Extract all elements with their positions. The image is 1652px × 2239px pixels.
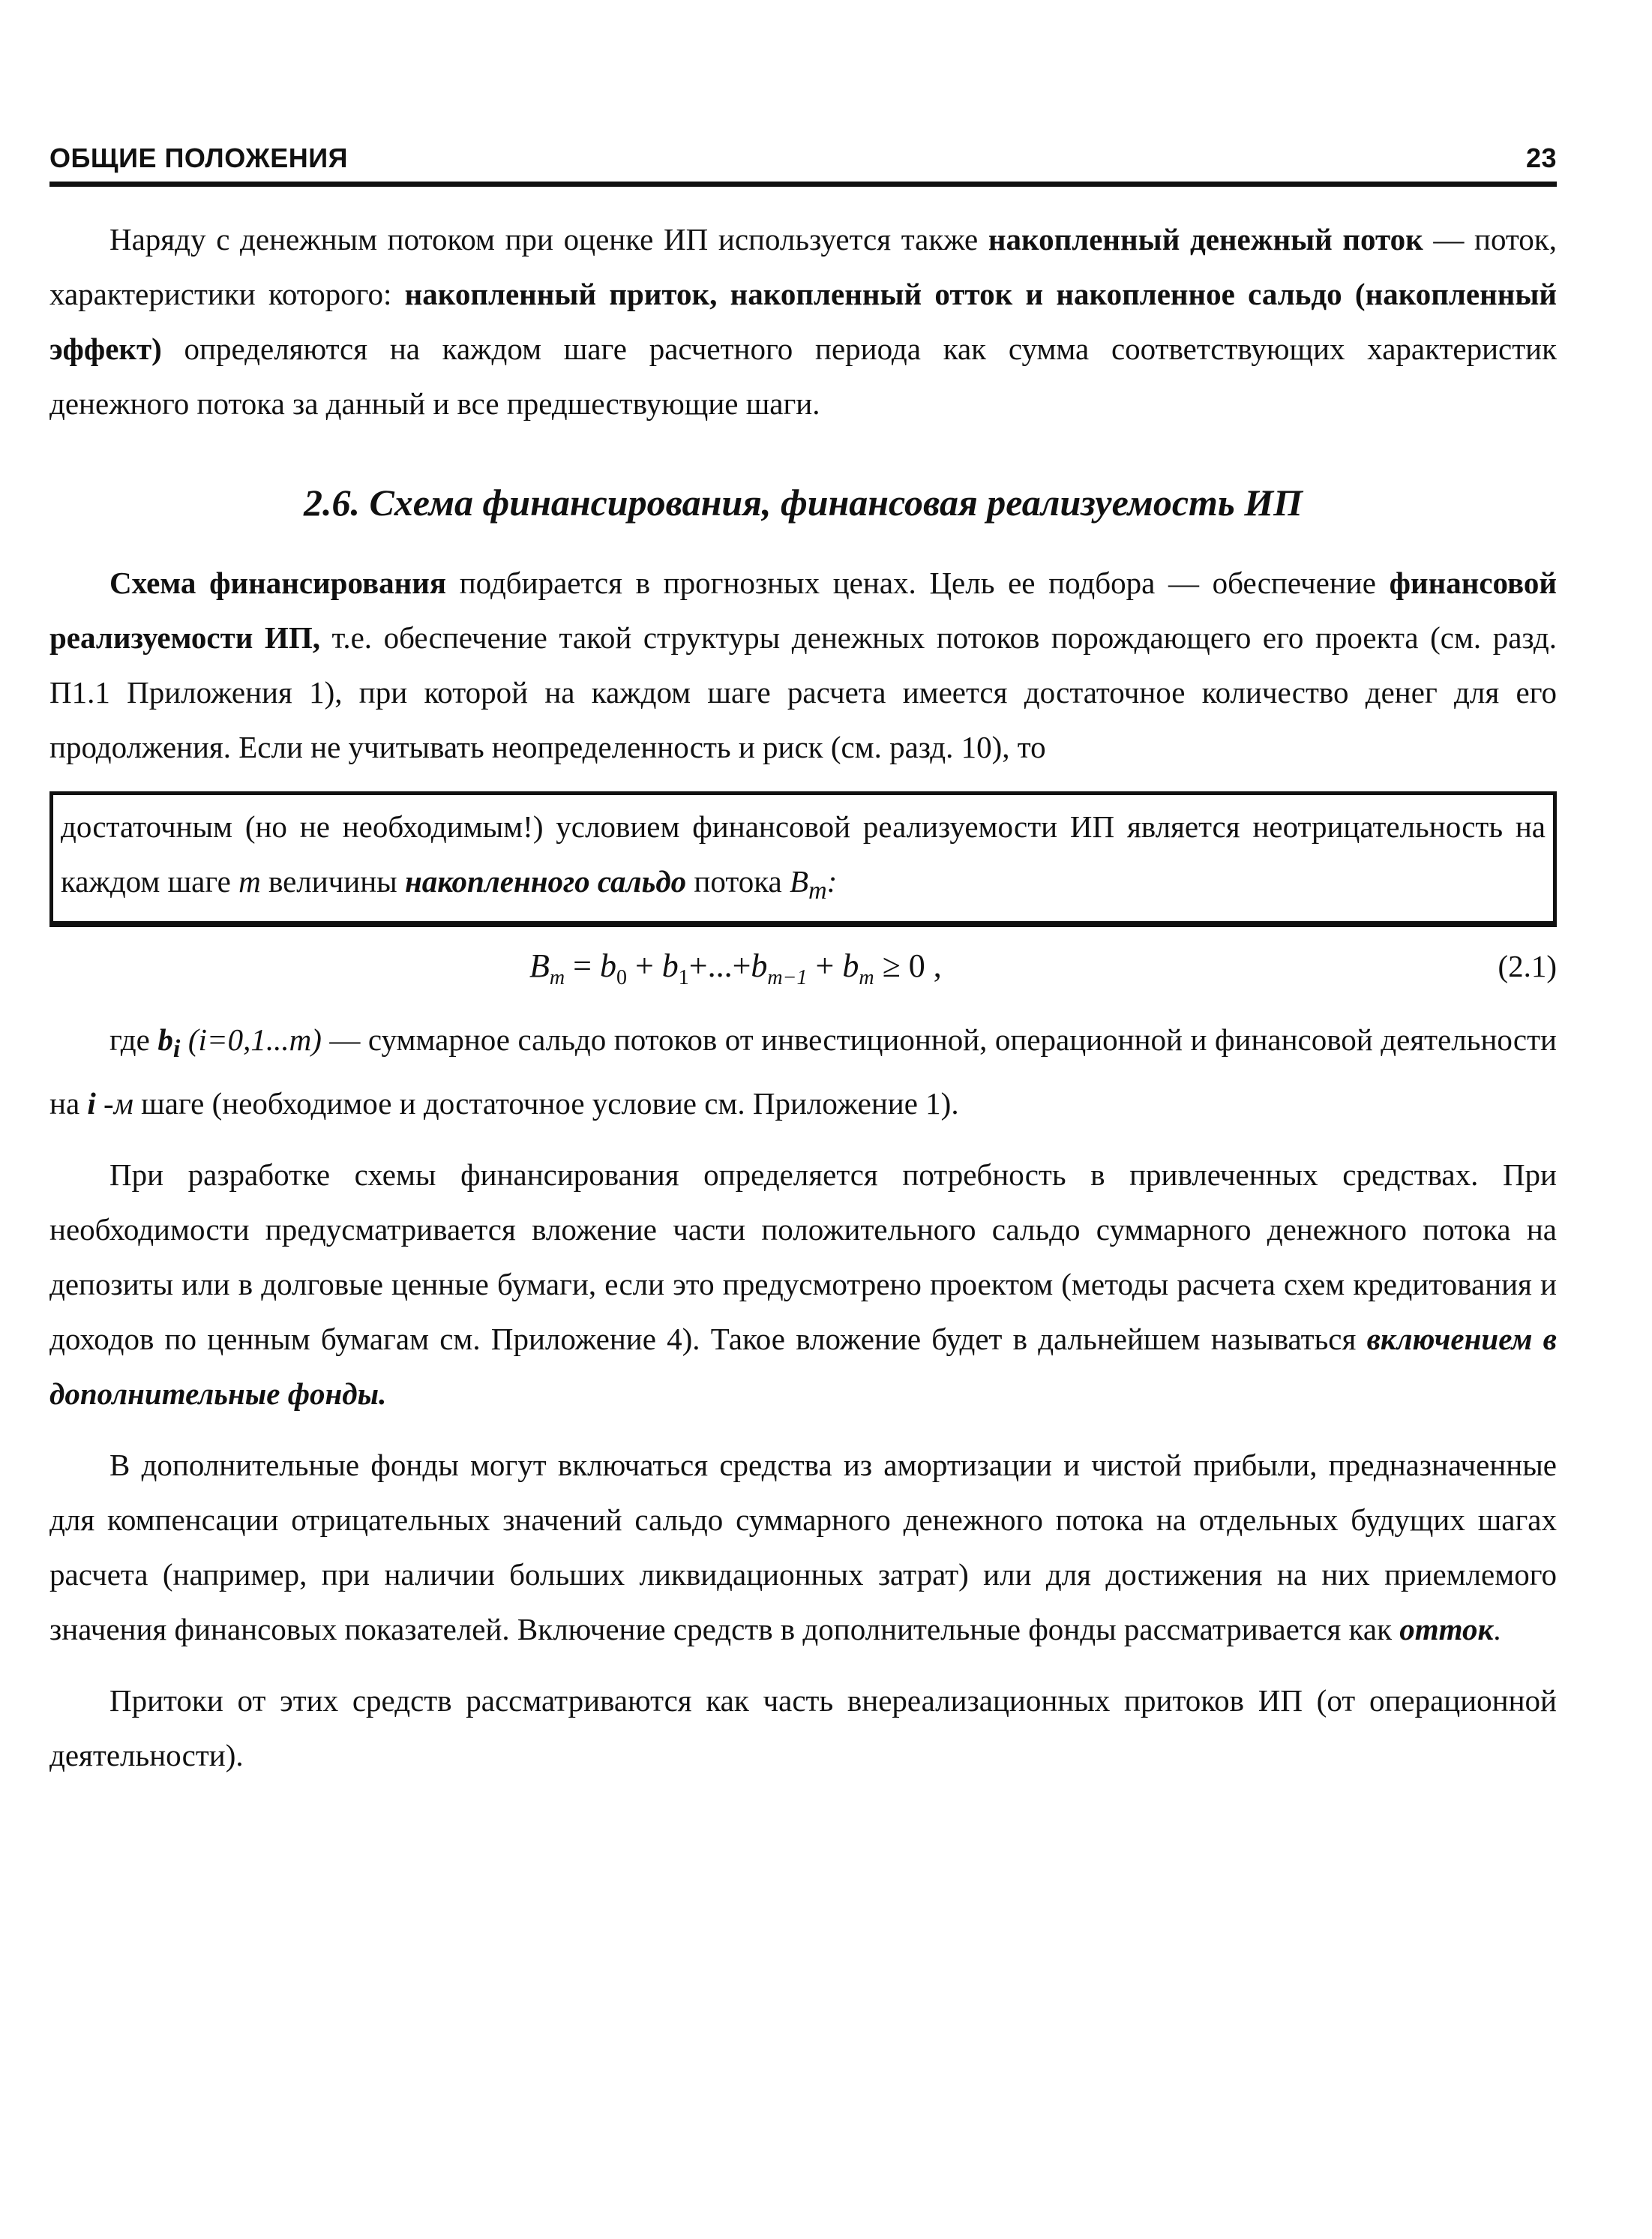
subscript: m	[859, 965, 874, 989]
punctuation: :	[826, 864, 838, 899]
text-run: где	[109, 1022, 158, 1058]
operator: +	[807, 947, 843, 985]
formula-expression	[529, 936, 942, 1008]
text-run: Наряду с денежным потоком при оценке ИП используется также	[109, 222, 988, 257]
text-run: потока	[686, 864, 790, 899]
text-run: .	[1493, 1612, 1501, 1647]
formula-2-1	[49, 936, 1557, 996]
intro-paragraph	[49, 212, 1557, 431]
operator: +	[626, 947, 662, 985]
text-run: подбирается в прогнозных ценах. Цель ее подбора — обеспечение	[446, 566, 1390, 600]
subscript: m	[808, 877, 827, 905]
equation-number: (2.1)	[1498, 949, 1557, 984]
subscript: 0	[616, 965, 627, 989]
text-run: величины	[260, 864, 405, 899]
attracted-funds-paragraph	[49, 1148, 1557, 1421]
variable-m: m	[238, 864, 261, 899]
inflows-paragraph	[49, 1673, 1557, 1783]
variable-i: i	[87, 1086, 96, 1121]
variable-b: b	[842, 947, 859, 985]
variable-b: b	[661, 947, 679, 985]
bold-term: накопленный приток, накопленный отток и накопленное сальдо (накопленный эффект)	[49, 277, 1557, 366]
where-paragraph	[49, 1013, 1557, 1131]
condition-text	[61, 800, 1546, 918]
bold-term: финансовой реализуемости ИП,	[49, 566, 1557, 655]
variable-b: b	[599, 947, 616, 985]
financing-scheme-paragraph	[49, 556, 1557, 775]
operator: +...+	[688, 947, 751, 985]
operator: =	[565, 947, 600, 985]
variable-b: b	[751, 947, 768, 985]
running-header	[49, 143, 1557, 187]
text-run: — суммарное сальдо потоков от инвестиционной, операционной и финансовой деятельности на	[49, 1022, 1557, 1121]
text-run: При разработке схемы финансирования определяется потребность в привлеченных средствах. При необходимости предусматривается вложение части положительного сальдо суммарного денежного потока на депозиты или в долговые ценные бумаги, если это предусмотрено проектом (методы расчета схем кредитования и доходов по ценным бумагам см. Приложение 4). Такое вложение будет в дальнейшем называться	[49, 1157, 1557, 1357]
text-run: определяются на каждом шаге расчетного периода как сумма соответствующих характеристик денежного потока за данный и все предшествующие шаги.	[49, 332, 1557, 421]
page-number: 23	[1525, 143, 1557, 173]
subscript: m−1	[767, 965, 808, 989]
framed-condition-box	[49, 791, 1557, 927]
text-run: шаге (необходимое и достаточное условие см. Приложение 1).	[133, 1086, 959, 1121]
text-run: Притоки от этих средств рассматриваются как часть внереализационных притоков ИП (от операционной деятельности).	[49, 1683, 1557, 1773]
text-run: — поток, характеристики которого:	[49, 222, 1557, 311]
variable-B: B	[529, 947, 550, 985]
bold-italic-term: включением в дополнительные фонды.	[49, 1322, 1557, 1412]
bold-italic-term: накопленного сальдо	[404, 864, 687, 899]
index-range: (i=0,1...m)	[180, 1022, 322, 1058]
bold-term: Схема финансирования	[109, 566, 447, 600]
subscript: i	[172, 1035, 181, 1064]
book-page	[49, 143, 1557, 1783]
subscript: 1	[678, 965, 689, 989]
suffix: -м	[95, 1086, 133, 1121]
text-run: В дополнительные фонды могут включаться средства из амортизации и чистой прибыли, предназначенные для компенсации отрицательных значений сальдо суммарного денежного потока на отдельных будущих шагах расчета (например, при наличии больших ликвидационных затрат) или для достижения на них приемлемого значения финансовых показателей. Включение средств в дополнительные фонды рассматривается как	[49, 1448, 1557, 1647]
variable-B: B	[789, 864, 808, 899]
subscript: m	[549, 965, 565, 989]
section-title: ОБЩИЕ ПОЛОЖЕНИЯ	[49, 143, 349, 173]
operator: ≥ 0 ,	[874, 947, 942, 985]
text-run: достаточным (но не необходимым!) условием финансовой реализуемости ИП является неотрицательность на каждом шаге	[61, 809, 1546, 899]
additional-funds-paragraph	[49, 1438, 1557, 1657]
variable-b: b	[157, 1022, 173, 1058]
bold-italic-term: отток	[1399, 1612, 1494, 1647]
text-run: т.е. обеспечение такой структуры денежных потоков порождающего его проекта (см. разд. П1.1 Приложения 1), при которой на каждом шаге расчета имеется достаточное количество денег для его продолжения. Если не учитывать неопределенность и риск (см. разд. 10), то	[49, 620, 1557, 764]
bold-term: накопленный денежный поток	[988, 222, 1423, 257]
section-heading: 2.6. Схема финансирования, финансовая реализуемость ИП	[303, 482, 1303, 524]
